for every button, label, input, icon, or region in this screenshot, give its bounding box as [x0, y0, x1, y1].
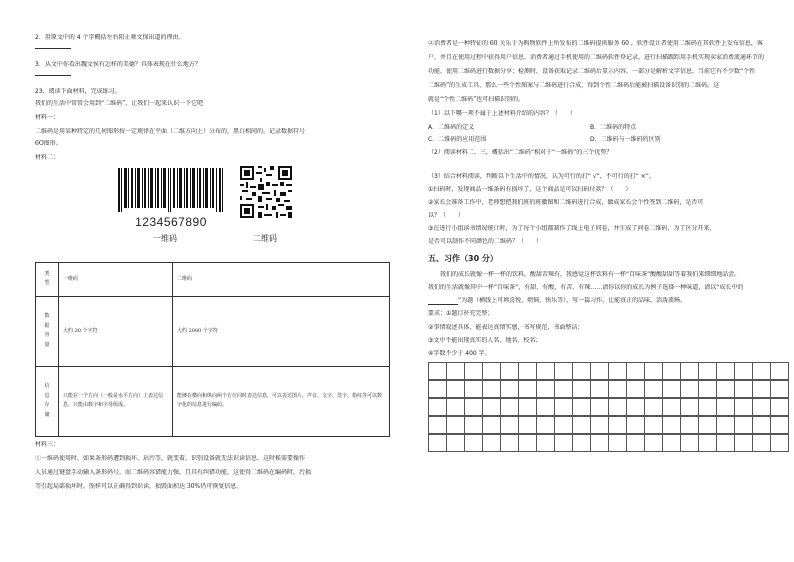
grid-cell[interactable]: [536, 380, 555, 399]
table-cell: 只能在一个方向（一般是水平方向）上表达信息，只能由数字和字母组成。: [59, 366, 173, 436]
grid-cell[interactable]: [482, 362, 501, 381]
judgement-3-cont: 是否可以制作不同颜色的二维码？（ ）: [428, 238, 543, 246]
grid-cell[interactable]: [554, 362, 573, 381]
intro-text: 我们的生活中常常会用到“二维码”，让我们一起来认识一下它吧: [35, 100, 204, 108]
grid-cell[interactable]: [770, 380, 789, 399]
grid-cell[interactable]: [536, 416, 555, 435]
codes-figure: [35, 162, 390, 262]
grid-cell[interactable]: [662, 416, 681, 435]
grid-cell[interactable]: [770, 362, 789, 381]
grid-cell[interactable]: [698, 362, 717, 381]
grid-cell[interactable]: [500, 416, 519, 435]
composition-prompt-cont: 我们的生活就像其中一杯“百味茶”，有甜、有酸、有苦、有辣……请你以你的成长为例子选择一种味道，请以“成长中的: [428, 284, 744, 292]
grid-cell[interactable]: [572, 398, 591, 417]
option-a[interactable]: A．二维码的定义: [428, 123, 475, 131]
grid-cell[interactable]: [608, 398, 627, 417]
grid-cell[interactable]: [518, 398, 537, 417]
options-list: [428, 122, 788, 146]
grid-cell[interactable]: [662, 434, 681, 453]
question-2: 2．用原文中的 4 个字概括左右阻止舞文保出道的理由。: [35, 34, 185, 41]
grid-cell[interactable]: [680, 380, 699, 399]
grid-cell[interactable]: [770, 434, 789, 453]
material-1-label: 材料一：: [35, 114, 60, 122]
grid-cell[interactable]: [590, 380, 609, 399]
grid-cell[interactable]: [698, 416, 717, 435]
grid-cell[interactable]: [428, 416, 447, 435]
material-3-paragraph-2: ②消费者是一种特征的 60 关乐于为购物软件上所发布的二维码提供服务 60 ，软件设计者使用二维码在其软件上发布信息，客: [428, 40, 763, 47]
grid-cell[interactable]: [554, 416, 573, 435]
grid-cell[interactable]: [644, 362, 663, 381]
grid-cell[interactable]: [716, 416, 735, 435]
question-3: 3．从文中你看出魏文侯有怎样的美德？具体表现在什么地方？: [35, 61, 201, 69]
grid-cell[interactable]: [716, 380, 735, 399]
table-header-type: 类 型: [36, 262, 59, 296]
grid-cell[interactable]: [680, 362, 699, 381]
grid-cell[interactable]: [752, 362, 771, 381]
grid-cell[interactable]: [698, 380, 717, 399]
grid-cell[interactable]: [662, 362, 681, 381]
material-3-text: ①一维码使用时，如果条形码遭到损坏、玷污等，就变着。识别设备就无法识读信息。这时候需要操作: [35, 454, 306, 462]
requirement-1: 要求：①题目补充完整；: [428, 310, 494, 318]
sub-question-1: （1）以下哪一项不属于上述材料介绍的内容？（ ）: [428, 110, 576, 118]
grid-cell[interactable]: [752, 416, 771, 435]
barcode-image: [117, 168, 225, 216]
grid-cell[interactable]: [572, 416, 591, 435]
requirement-2: ②事情叙述具体，能表达真情实感，书写规范，书面整洁；: [428, 323, 584, 331]
judgement-2-cont: 以？（ ）: [428, 212, 465, 220]
table-cell: 能够在横向和纵向两个方位同时表达信息，可以表达图片、声音、文字、签字、指纹等可以数字化的信息进行编码。: [173, 366, 390, 436]
grid-cell[interactable]: [626, 398, 645, 417]
grid-cell[interactable]: [752, 398, 771, 417]
grid-cell[interactable]: [482, 416, 501, 435]
grid-cell[interactable]: [734, 362, 753, 381]
grid-cell[interactable]: [680, 434, 699, 453]
qr-code-caption: 二维码: [253, 233, 277, 243]
grid-cell[interactable]: [464, 380, 483, 399]
grid-cell[interactable]: [446, 380, 465, 399]
grid-cell[interactable]: [518, 362, 537, 381]
material-3-text-cont: 人员通过键盘手动输入条形码号，而二维码容错能力强，且具有纠错功能，这使得二维码在编码时，污损: [35, 468, 312, 476]
material-2-label: 材料二：: [35, 153, 60, 161]
material-3-paragraph-2: 就是“个性二维码”也可扫描识别的。: [428, 96, 525, 104]
grid-cell[interactable]: [500, 380, 519, 399]
grid-cell[interactable]: [572, 362, 591, 381]
table-header-2d: 二维码: [173, 262, 390, 296]
material-3-paragraph-2: 功能，使用二维码进行数据分享；检测时，设备获取记录二维码后显示内容，一部分是解析文字信息，当前它有不少数“个性: [428, 68, 756, 76]
sub-question-3: （3）结合材料阅读，判断以下生活中的情况，认为可行的打“ √”，不可行的打“ ×”。: [428, 172, 655, 180]
material-3-label: 材料三：: [35, 440, 60, 448]
grid-cell[interactable]: [626, 380, 645, 399]
grid-cell[interactable]: [716, 362, 735, 381]
grid-cell[interactable]: [464, 398, 483, 417]
grid-cell[interactable]: [734, 416, 753, 435]
grid-cell[interactable]: [572, 380, 591, 399]
grid-cell[interactable]: [644, 380, 663, 399]
grid-cell[interactable]: [734, 398, 753, 417]
comparison-table: [35, 262, 390, 437]
option-d[interactable]: D．二维码与一维码的区别: [590, 135, 661, 143]
grid-cell[interactable]: [734, 434, 753, 453]
grid-cell[interactable]: [464, 434, 483, 453]
grid-cell[interactable]: [536, 398, 555, 417]
table-label-capacity: 数 据 容 量: [36, 296, 59, 366]
grid-cell[interactable]: [446, 362, 465, 381]
material-1-text-cont: 6O图形。: [35, 139, 62, 147]
grid-cell[interactable]: [752, 434, 771, 453]
grid-cell[interactable]: [662, 398, 681, 417]
barcode-number: 1234567890: [135, 214, 207, 229]
section-5-heading: 五、习作（30 分）: [428, 254, 498, 264]
grid-cell[interactable]: [770, 416, 789, 435]
grid-cell[interactable]: [428, 398, 447, 417]
answer-space: [428, 157, 788, 173]
grid-cell[interactable]: [752, 380, 771, 399]
grid-cell[interactable]: [626, 416, 645, 435]
grid-cell[interactable]: [482, 380, 501, 399]
table-label-storage: 信 息 存 储: [36, 366, 59, 436]
grid-cell[interactable]: [554, 434, 573, 453]
judgement-3: ③在进行小组读书情况统计时，为了每个小组都制作了线上电子问卷，并生成了问卷二维码，为了区分开来，: [428, 225, 716, 233]
material-3-paragraph-2: 户，并且在使用过程中获得用户信息。消费者通过手机使用的二维码软件登记录，进行扫描跟踪用手机实现卖家消费流通环节的: [428, 54, 765, 62]
grid-cell[interactable]: [464, 416, 483, 435]
grid-cell[interactable]: [644, 398, 663, 417]
right-column: [428, 40, 788, 452]
material-3-text-cont: 等引起局部损坏时，照样可以正确得到识读，损毁面积达 30%仍可恢复信息。: [35, 483, 243, 491]
grid-cell[interactable]: [608, 362, 627, 381]
grid-cell[interactable]: [554, 380, 573, 399]
grid-cell[interactable]: [500, 398, 519, 417]
barcode-caption: 一维码: [153, 233, 177, 243]
grid-cell[interactable]: [626, 434, 645, 453]
judgement-1: ①扫码时，发现商品一维条码有损坏了，这个商品是可以扫码付款？（ ）: [428, 185, 632, 193]
grid-cell[interactable]: [482, 398, 501, 417]
answer-line: [35, 75, 71, 76]
grid-cell[interactable]: [608, 434, 627, 453]
writing-grid[interactable]: [428, 362, 788, 452]
grid-cell[interactable]: [698, 434, 717, 453]
grid-cell[interactable]: [662, 380, 681, 399]
grid-cell[interactable]: [590, 416, 609, 435]
grid-cell[interactable]: [644, 416, 663, 435]
left-column: [35, 34, 390, 491]
table-row: [36, 296, 390, 366]
table-row: [36, 262, 390, 296]
grid-cell[interactable]: [536, 362, 555, 381]
grid-cell[interactable]: [518, 380, 537, 399]
composition-prompt-cont: ”为题（横线上可填喜悦、烦恼、快乐等），写一篇习作，让能真正的品味，活泼流畅。: [428, 297, 788, 305]
grid-cell[interactable]: [464, 362, 483, 381]
grid-cell[interactable]: [482, 434, 501, 453]
grid-cell[interactable]: [590, 362, 609, 381]
table-cell: 大约 2000 个字符: [173, 296, 390, 366]
grid-cell[interactable]: [680, 398, 699, 417]
option-b[interactable]: B．二维码的特点: [590, 123, 637, 131]
sub-question-2: （2）阅读材料二、三，概括出“二维码”相对于“一维码”的三个优势？: [428, 148, 613, 156]
grid-cell[interactable]: [770, 398, 789, 417]
grid-cell[interactable]: [716, 434, 735, 453]
table-header-1d: 一维码: [59, 262, 173, 296]
grid-cell[interactable]: [590, 398, 609, 417]
table-cell: 大约 30 个字符: [59, 296, 173, 366]
grid-cell[interactable]: [680, 416, 699, 435]
requirement-4: ④字数不少于 400 字。: [428, 349, 491, 357]
grid-cell[interactable]: [500, 434, 519, 453]
material-3-paragraph-2: 二维码”的生成工具，那么一些个性图案与二维码进行合成，得到个性二维码后能被扫描设备识别的二维码。这: [428, 82, 720, 90]
grid-cell[interactable]: [554, 398, 573, 417]
grid-cell[interactable]: [518, 434, 537, 453]
table-row: [36, 366, 390, 436]
grid-cell[interactable]: [428, 434, 447, 453]
title-blank[interactable]: [428, 298, 458, 305]
grid-cell[interactable]: [572, 434, 591, 453]
grid-cell[interactable]: [626, 362, 645, 381]
option-c[interactable]: C．二维码的应用范围: [428, 135, 487, 143]
grid-cell[interactable]: [608, 416, 627, 435]
grid-cell[interactable]: [446, 434, 465, 453]
grid-cell[interactable]: [608, 380, 627, 399]
material-1-text: 二维码是用某种特定的几何图形按一定规律在平面（二维方向上）分布的，黑白相间的，记录数据符号: [35, 128, 306, 136]
grid-cell[interactable]: [644, 434, 663, 453]
grid-cell[interactable]: [518, 416, 537, 435]
grid-cell[interactable]: [446, 416, 465, 435]
grid-cell[interactable]: [698, 398, 717, 417]
grid-cell[interactable]: [590, 434, 609, 453]
question-23-title: 23、阅读下面材料，完成练习。: [35, 88, 121, 96]
composition-prompt: 我们的成长就像一杯一杯的饮料，酸甜苦辣有，我感觉这杯饮料有一杯“百味茶”酸酸甜甜等着我们来细细地品尝。: [440, 271, 741, 279]
grid-cell[interactable]: [428, 362, 447, 381]
grid-cell[interactable]: [734, 380, 753, 399]
qr-code-image: [240, 166, 292, 218]
grid-cell[interactable]: [428, 380, 447, 399]
grid-cell[interactable]: [446, 398, 465, 417]
requirement-3: ③文中不能出现真实的人名、地名、校名；: [428, 336, 542, 344]
grid-cell[interactable]: [500, 362, 519, 381]
grid-cell[interactable]: [716, 398, 735, 417]
grid-cell[interactable]: [536, 434, 555, 453]
answer-line: [35, 48, 71, 49]
judgement-2: ②家长会准备工作中，老师想把我们班的班徽图和二维码进行合成，做成家长会个性签到二维码，是否可: [428, 199, 704, 207]
